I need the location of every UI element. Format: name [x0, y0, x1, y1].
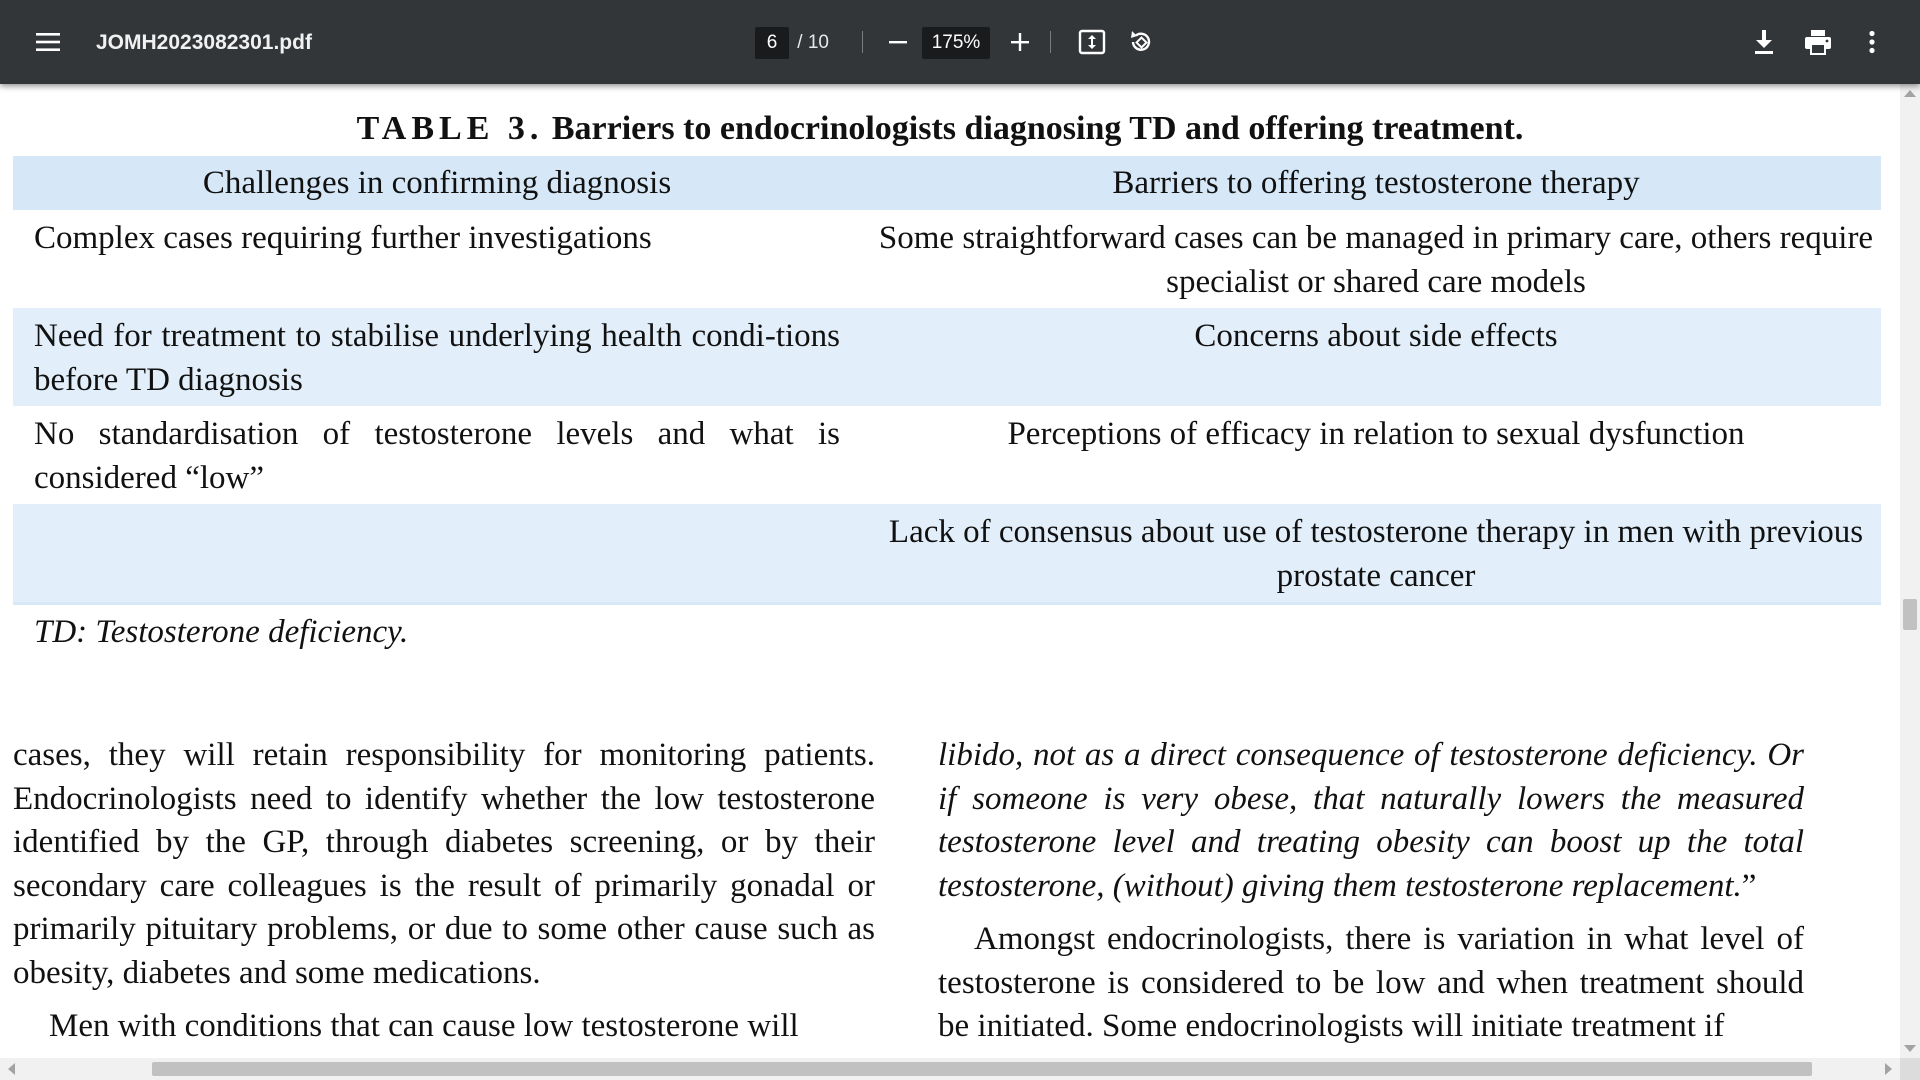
table-row [13, 504, 1881, 605]
zoom-out-button[interactable] [878, 22, 918, 62]
table-row [13, 406, 1881, 504]
barriers-table [13, 156, 1881, 605]
table-header-cell: Challenges in confirming diagnosis [202, 165, 672, 201]
vertical-scrollbar[interactable] [1900, 84, 1920, 1058]
menu-button[interactable] [28, 22, 68, 62]
table-title [0, 110, 1880, 148]
more-vert-icon [1868, 30, 1876, 54]
interview-quote: libido, not as a direct consequence of testosterone deficiency. Or if someone is very obese, that naturally lowers the measured testosterone level and treating obesity can boost up the total testosterone, (without) giving them testosterone replacement. [938, 737, 1804, 904]
quote-paragraph [938, 734, 1804, 908]
table-header-cell: Barriers to offering testosterone therapy [1112, 165, 1640, 201]
print-icon [1804, 29, 1832, 55]
horizontal-scrollbar[interactable] [0, 1058, 1900, 1080]
table-cell: Concerns about side effects [1194, 318, 1558, 354]
pdf-viewer[interactable] [0, 84, 1900, 1058]
table-row [13, 308, 1881, 406]
download-icon [1752, 29, 1776, 55]
pdf-page [0, 84, 1900, 1058]
table-cell: Lack of consensus about use of testosterone therapy in men with previous prostate cancer [888, 514, 1864, 594]
fit-to-page-button[interactable] [1072, 22, 1112, 62]
right-column [938, 734, 1804, 1049]
scrollbar-corner [1900, 1058, 1920, 1080]
zoom-input[interactable]: 175% [922, 27, 990, 59]
body-paragraph: cases, they will retain responsibility for monitoring patients. Endocrinologists need to identify whether the low testosterone identified by the GP, through diabetes screening, or by their secondary care colleagues is the result of primarily gonadal or primarily pituitary problems, or due to some other cause such as obesity, diabetes and some medications. [13, 737, 875, 991]
scroll-right-arrow-icon[interactable] [1885, 1063, 1892, 1075]
rotate-icon [1127, 28, 1155, 56]
menu-icon [35, 31, 61, 53]
page-number-input[interactable]: 6 [755, 27, 789, 59]
zoom-in-button[interactable] [1000, 22, 1040, 62]
document-title: JOMH2023082301.pdf [96, 31, 312, 54]
fit-page-icon [1078, 29, 1106, 55]
table-caption: Barriers to endocrinologists diagnosing TD and offering treatment. [551, 110, 1524, 147]
print-button[interactable] [1798, 22, 1838, 62]
toolbar-divider [862, 31, 863, 53]
scroll-up-arrow-icon[interactable] [1904, 90, 1916, 97]
download-button[interactable] [1744, 22, 1784, 62]
horizontal-scroll-thumb[interactable] [152, 1062, 1812, 1076]
left-column [13, 734, 875, 1049]
table-cell: Some straightforward cases can be managed in primary care, others require specialist or shared care models [878, 220, 1874, 300]
body-paragraph: Men with conditions that can cause low testosterone will [49, 1008, 799, 1044]
table-row [13, 210, 1881, 308]
table-cell: No standardisation of testosterone levels and what is considered “low” [34, 416, 840, 496]
table-cell: Complex cases requiring further investigations [34, 220, 652, 256]
toolbar-divider [1050, 31, 1051, 53]
body-paragraph: Amongst endocrinologists, there is variation in what level of testosterone is considered to be low and when treatment should be initiated. Some endocrinologists will initiate treatment if [938, 921, 1804, 1044]
table-header-row [13, 156, 1881, 210]
scroll-down-arrow-icon[interactable] [1904, 1045, 1916, 1052]
page-count [792, 27, 829, 59]
total-pages: 10 [807, 32, 829, 53]
table-cell: Need for treatment to stabilise underlying health condi-tions before TD diagnosis [34, 318, 840, 398]
quote-close-mark: ” [1741, 867, 1757, 904]
page-separator: / [792, 32, 808, 53]
zoom-out-icon [888, 32, 908, 52]
zoom-in-icon [1010, 32, 1030, 52]
vertical-scroll-thumb[interactable] [1903, 599, 1917, 630]
pdf-toolbar [0, 0, 1920, 84]
more-actions-button[interactable] [1852, 22, 1892, 62]
rotate-button[interactable] [1121, 22, 1161, 62]
table-label: TABLE 3. [356, 110, 544, 147]
table-cell: Perceptions of efficacy in relation to sexual dysfunction [1007, 416, 1745, 452]
scroll-left-arrow-icon[interactable] [8, 1063, 15, 1075]
table-footnote: TD: Testosterone deficiency. [34, 614, 409, 650]
